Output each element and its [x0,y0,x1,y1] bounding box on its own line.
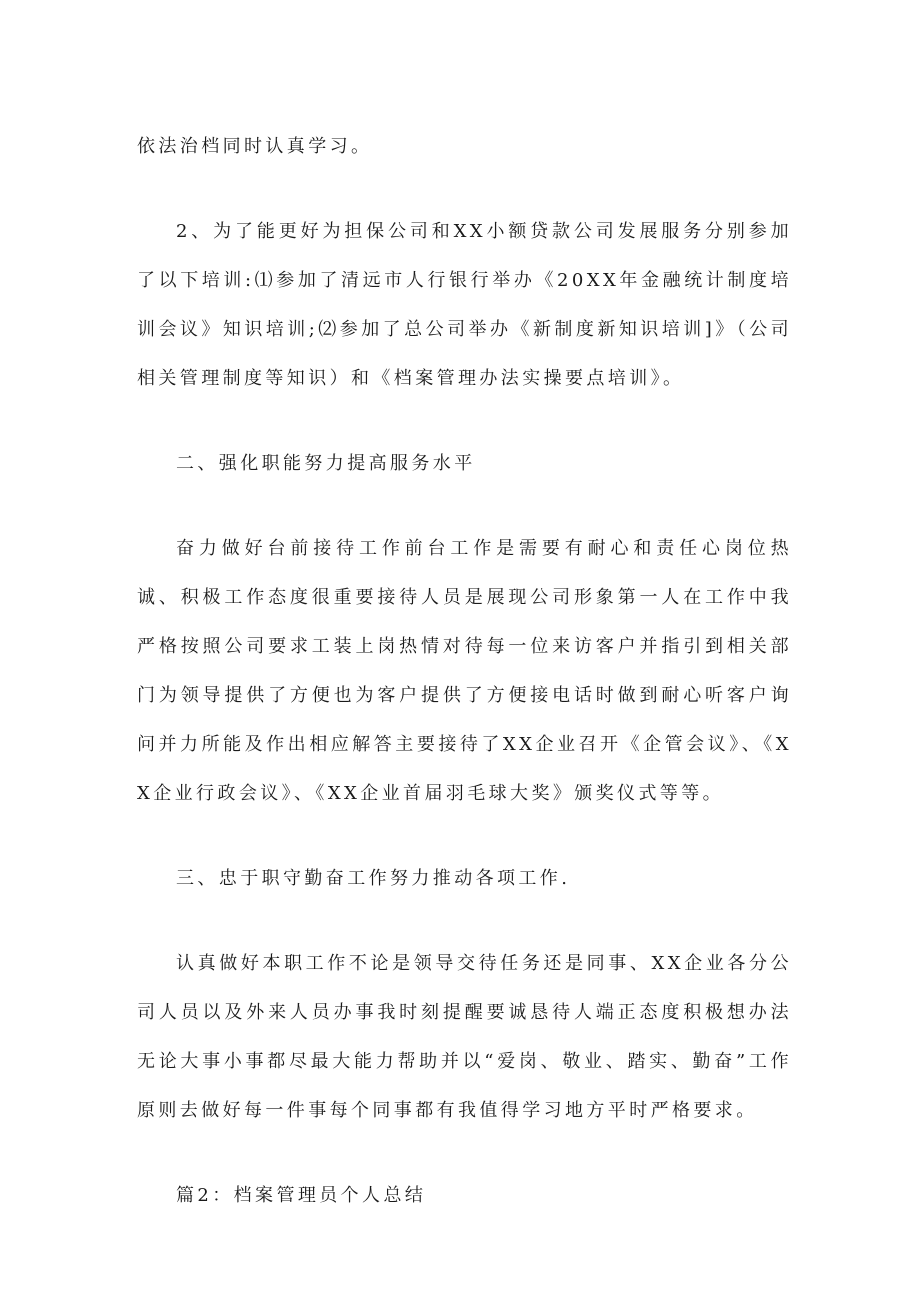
paragraph-reception: 奋力做好台前接待工作前台工作是需要有耐心和责任心岗位热诚、积极工作态度很重要接待人员是展现公司形象第一人在工作中我严格按照公司要求工装上岗热情对待每一位来访客户并指引到相关部门为领导提供了方便也为客户提供了方便接电话时做到耐心听客户询问并力所能及作出相应解答主要接待了XX企业召开《企管会议》、《XX企业行政会议》、《XX企业首届羽毛球大奖》颁奖仪式等等。 [137,538,792,804]
document-body [137,122,792,1256]
section-heading-3: 三、忠于职守勤奋工作努力推动各项工作. [176,868,571,889]
section-heading-2: 二、强化职能努力提高服务水平 [176,453,476,474]
chapter-heading: 篇2：档案管理员个人总结 [176,1185,427,1206]
paragraph-duty: 认真做好本职工作不论是领导交待任务还是同事、XX企业各分公司人员以及外来人员办事我时刻提醒要诚恳待人端正态度积极想办法无论大事小事都尽最大能力帮助并以“爱岗、敬业、踏实、勤奋”工作原则去做好每一件事每个同事都有我值得学习地方平时严格要求。 [137,953,792,1121]
paragraph-training: 2、为了能更好为担保公司和XX小额贷款公司发展服务分别参加了以下培训:⑴参加了清远市人行银行举办《20XX年金融统计制度培训会议》知识培训;⑵参加了总公司举办《新制度新知识培训]》（公司相关管理制度等知识）和《档案管理办法实操要点培训》。 [137,221,792,389]
paragraph-continuation: 依法治档同时认真学习。 [137,136,373,157]
